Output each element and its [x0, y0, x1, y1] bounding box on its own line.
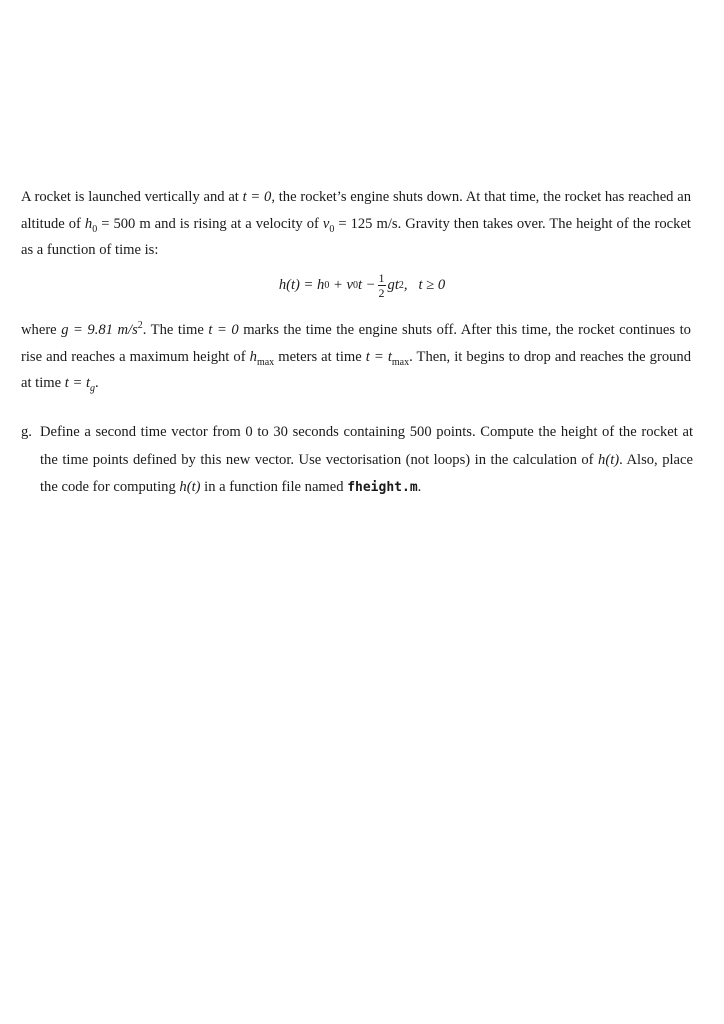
math-g: g = 9.81 m/s — [61, 322, 138, 338]
math-v0-value: = 125 m/s — [334, 215, 398, 232]
equation-plus-v: + v — [329, 277, 353, 293]
equation-t-minus: t − — [357, 277, 376, 293]
intro-text-1: A rocket is launched vertically and at — [21, 189, 243, 205]
intro-text-3: and is rising at a velocity of — [150, 215, 323, 232]
math-ht-2: h(t) — [179, 479, 201, 495]
math-hmax-subscript: max — [256, 356, 275, 368]
question-text-4: . — [417, 479, 422, 495]
equation-gt: gt — [387, 277, 399, 293]
explanation-text-5: . Then, it begins to drop and reaches the ground at time — [21, 348, 692, 391]
question-text-1: Define a second time vector from 0 to 30 seconds containing 500 points. Compute the height of the rocket at the time points defined by this new vector. Use vectorisation (not loops) in the calculation of — [40, 424, 693, 468]
math-hmax: h — [249, 348, 257, 365]
math-h0-subscript: 0 — [92, 223, 98, 235]
equation-lhs: h(t) = h — [278, 277, 325, 293]
question-text — [40, 419, 693, 502]
question-item-g — [21, 419, 693, 502]
math-t0: t = 0 — [242, 189, 272, 205]
math-ht-1: h(t) — [598, 451, 620, 468]
equation-body: h(t) = h 0 + v 0 t − $\frac{1}{2}$ gt 2 , t ≥ 0 — [278, 271, 446, 300]
explanation-text-1: where — [21, 322, 62, 338]
math-h0-value: = 500 m — [97, 215, 151, 232]
explanation-text-4: meters at time — [274, 348, 366, 365]
fraction-denominator: 2 — [378, 286, 385, 300]
explanation-text-3: marks the time the engine shuts off. After this time, the rocket continues to rise and reaches a maximum height of — [21, 322, 691, 365]
math-v0: v — [322, 215, 330, 232]
question-text-2: . Also, place the code for computing — [40, 451, 693, 495]
fraction-numerator: 1 — [378, 271, 385, 285]
intro-paragraph — [21, 184, 691, 264]
math-tg: t = t — [64, 375, 91, 391]
explanation-text-6: . — [95, 375, 99, 391]
math-t-zero: t = 0 — [208, 322, 239, 338]
math-h0: h — [84, 215, 93, 232]
question-text-3: in a function file named — [200, 479, 348, 495]
question-label: g. — [21, 424, 32, 440]
intro-text-2: , the rocket’s engine shuts down. At that time, the rocket has reached an altitude of — [21, 189, 691, 232]
equation-condition: , t ≥ 0 — [403, 277, 446, 293]
intro-text-4: . Gravity then takes over. The height of the rocket as a function of time is: — [21, 215, 691, 258]
height-equation — [0, 272, 724, 308]
explanation-paragraph — [21, 317, 691, 397]
math-tg-subscript: g — [90, 382, 96, 394]
math-tmax: t = t — [365, 348, 392, 365]
equation-fraction — [378, 272, 386, 299]
math-tmax-subscript: max — [391, 356, 410, 368]
math-g-superscript: 2 — [137, 320, 143, 332]
math-v0-subscript: 0 — [329, 223, 335, 235]
function-filename: fheight.m — [347, 480, 418, 495]
explanation-text-2: . The time — [142, 322, 209, 338]
